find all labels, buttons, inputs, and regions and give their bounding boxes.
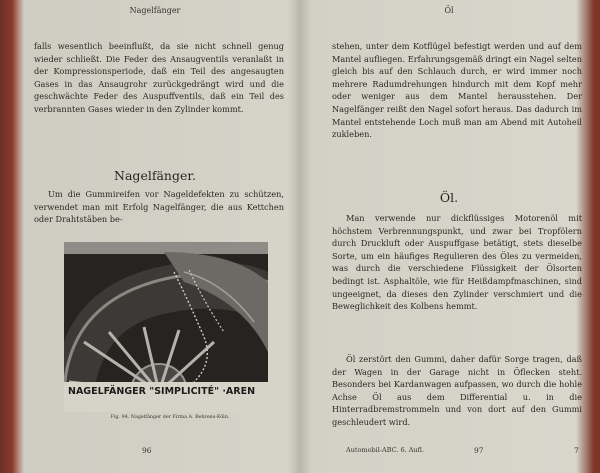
page-number: 97 bbox=[474, 446, 484, 455]
left-page bbox=[12, 0, 298, 473]
running-head: Öl bbox=[444, 6, 454, 15]
paragraph-text: Man verwende nur dickflüssiges Motorenöl mit höchstem Verbrennungspunkt, und zwar bei Tropfölern durch Druckluft oder Auspuffgase betätigt, stets dieselbe Sorte, um ein häufiges Regulieren des Öles zu vermeiden, was durch die verschiedene Flüssigkeit der Ölsorten bedingt ist. Asphaltöle, wie für Heißdampfmaschinen, sind ungeeignet, da dieses den Zylinder verschmiert und die Beweglichkeit des Kolbens hemmt. bbox=[332, 213, 582, 312]
body-paragraph bbox=[332, 40, 582, 141]
nail-catcher-photo bbox=[64, 242, 268, 412]
section-heading: Nagelfänger. bbox=[114, 168, 196, 183]
body-paragraph bbox=[34, 40, 284, 116]
signature-line: Automobil-ABC. 6. Aufl. bbox=[346, 446, 425, 454]
body-paragraph bbox=[34, 188, 284, 226]
photo-sign-text: NAGELFÄNGER "SIMPLICITÉ" ·AREN bbox=[68, 386, 256, 397]
page-number: 96 bbox=[142, 446, 152, 455]
paragraph-text: stehen, unter dem Kotflügel befestigt werden und auf dem Mantel aufliegen. Erfahrungsgemäß dringt ein Nagel selten gleich bis auf den Schlauch durch, er wird immer noch mehrere Radumdrehungen hindurch mit dem Kopf mehr oder weniger aus dem Mantel herausstehen. Der Nagelfänger reißt den Nagel sofort heraus. Das dadurch im Mantel entstehende Loch muß man am Abend mit Autoheil zukleben. bbox=[332, 41, 582, 140]
right-page bbox=[306, 0, 592, 473]
body-paragraph bbox=[332, 212, 582, 313]
gathering-number: 7 bbox=[574, 446, 579, 455]
paragraph-text: falls wesentlich beeinflußt, da sie nicht schnell genug wieder schließt. Die Feder des Ansaugventils veranlaßt in der Kompressionsperiode, daß ein Teil des angesaugten Gases in das Ansaugrohr zurückgedrängt wird und die geschwächte Feder des Auspuffventils, daß ein Teil des verbrannten Gases wieder in den Zylinder kommt. bbox=[34, 41, 284, 114]
paragraph-text: Um die Gummireifen vor Nageldefekten zu schützen, verwendet man mit Erfolg Nagelfänger, die aus Kettchen oder Drahtstäben be- bbox=[34, 189, 284, 225]
figure-caption: Fig. 94. Nagelfänger der Firma A. Behrens-Köln. bbox=[110, 415, 230, 420]
body-paragraph bbox=[332, 353, 582, 429]
paragraph-text: Öl zerstört den Gummi, daher dafür Sorge tragen, daß der Wagen in der Garage nicht in Öflecken steht. Besonders bei Kardanwagen aufpassen, wo durch die hohle Achse Öl aus dem Differential u. in die Hinterradbremstrommeln und von dort auf den Gummi geschleudert wird. bbox=[332, 354, 582, 427]
running-head: Nagelfänger bbox=[129, 6, 181, 15]
section-heading: Öl. bbox=[439, 190, 459, 205]
